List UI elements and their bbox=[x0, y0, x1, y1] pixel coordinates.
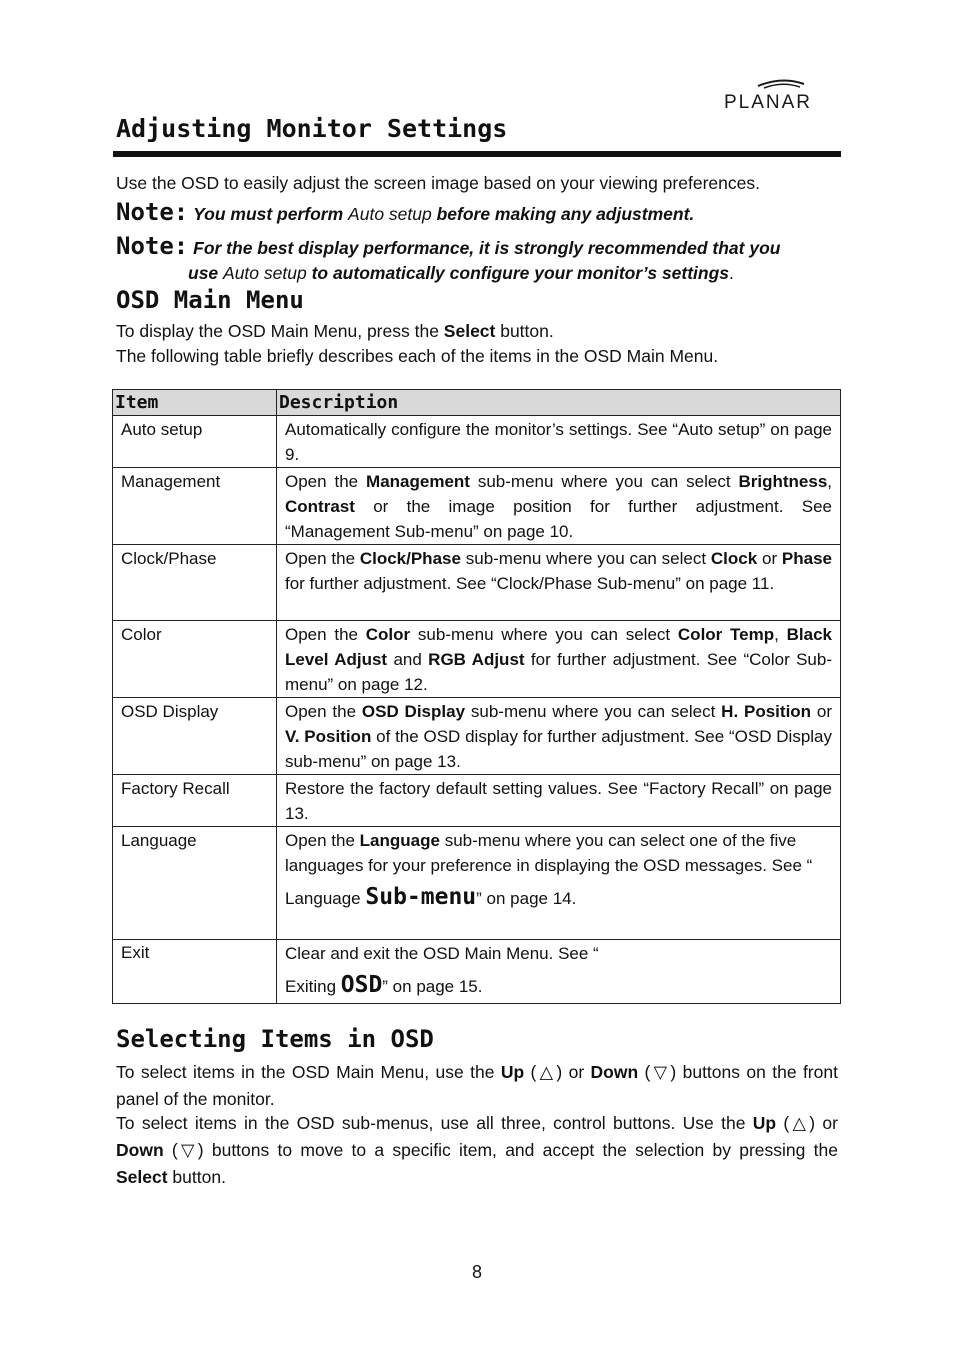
note-1 bbox=[116, 199, 840, 228]
table-row bbox=[113, 698, 841, 775]
down-triangle-icon: ▽ bbox=[181, 1140, 195, 1160]
item-cell: Language bbox=[113, 827, 277, 940]
description-cell: Open the Color sub-menu where you can select Color Temp, Black Level Adjust and RGB Adjust for further adjustment. See “Color Sub-menu” on page 12. bbox=[277, 621, 841, 698]
item-cell: OSD Display bbox=[113, 698, 277, 775]
down-triangle-icon: ▽ bbox=[653, 1062, 668, 1082]
item-cell: Clock/Phase bbox=[113, 545, 277, 621]
column-header-description: Description bbox=[277, 390, 841, 416]
description-cell: Restore the factory default setting values. See “Factory Recall” on page 13. bbox=[277, 775, 841, 827]
item-cell: Exit bbox=[113, 940, 277, 1004]
planar-logo bbox=[724, 76, 840, 116]
page-title: Adjusting Monitor Settings bbox=[116, 114, 508, 143]
logo-swoosh-icon bbox=[724, 76, 840, 92]
item-cell: Factory Recall bbox=[113, 775, 277, 827]
note-text-line1: For the best display performance, it is strongly recommended that you bbox=[193, 238, 781, 258]
table-row bbox=[113, 775, 841, 827]
description-cell: Open the Language sub-menu where you can select one of the five languages for your preference in displaying the OSD messages. See “ Language Sub-menu” on page 14. bbox=[277, 827, 841, 940]
osd-menu-table bbox=[112, 389, 841, 1004]
intro-text: Use the OSD to easily adjust the screen image based on your viewing preferences. bbox=[116, 173, 760, 193]
osd-instructions-line2: The following table briefly describes each of the items in the OSD Main Menu. bbox=[116, 346, 719, 366]
table-row bbox=[113, 416, 841, 468]
up-triangle-icon: △ bbox=[539, 1062, 554, 1082]
section-heading-osd-main-menu: OSD Main Menu bbox=[116, 286, 304, 314]
description-cell: Open the OSD Display sub-menu where you can select H. Position or V. Position of the OSD display for further adjustment. See “OSD Display sub-menu” on page 13. bbox=[277, 698, 841, 775]
description-cell: Open the Clock/Phase sub-menu where you can select Clock or Phase for further adjustment. See “Clock/Phase Sub-menu” on page 11. bbox=[277, 545, 841, 621]
description-cell: Open the Management sub-menu where you can select Brightness, Contrast or the image position for further adjustment. See “Management Sub-menu” on page 10. bbox=[277, 468, 841, 545]
table-row bbox=[113, 621, 841, 698]
description-cell: Automatically configure the monitor’s settings. See “Auto setup” on page 9. bbox=[277, 416, 841, 468]
note-label: Note: bbox=[116, 198, 189, 226]
table-row bbox=[113, 468, 841, 545]
title-rule bbox=[113, 151, 841, 157]
column-header-item: Item bbox=[113, 390, 277, 416]
selecting-paragraph-1: To select items in the OSD Main Menu, use the Up ( △ ) or Down ( ▽ ) buttons on the front panel of the monitor. bbox=[116, 1059, 838, 1113]
table-row bbox=[113, 545, 841, 621]
section-heading-selecting-items: Selecting Items in OSD bbox=[116, 1025, 434, 1053]
note-2-line2: use Auto setup to automatically configure your monitor’s settings. bbox=[188, 263, 734, 283]
note-label: Note: bbox=[116, 232, 189, 260]
note-text: You must perform Auto setup before making any adjustment. bbox=[193, 204, 695, 224]
table-header-row bbox=[113, 390, 841, 416]
logo-text: PLANAR bbox=[724, 92, 813, 113]
item-cell: Color bbox=[113, 621, 277, 698]
table-row bbox=[113, 827, 841, 940]
selecting-paragraph-2: To select items in the OSD sub-menus, use all three, control buttons. Use the Up ( △ ) or Down ( ▽ ) buttons to move to a specific item, and accept the selection by pressing the Select button. bbox=[116, 1110, 838, 1191]
up-triangle-icon: △ bbox=[792, 1113, 806, 1133]
page-number: 8 bbox=[471, 1262, 482, 1282]
osd-instructions-line1: To display the OSD Main Menu, press the Select button. bbox=[116, 321, 554, 341]
note-2 bbox=[116, 233, 840, 262]
table-row bbox=[113, 940, 841, 1004]
item-cell: Management bbox=[113, 468, 277, 545]
description-cell: Clear and exit the OSD Main Menu. See “ Exiting OSD” on page 15. bbox=[277, 940, 841, 1004]
item-cell: Auto setup bbox=[113, 416, 277, 468]
